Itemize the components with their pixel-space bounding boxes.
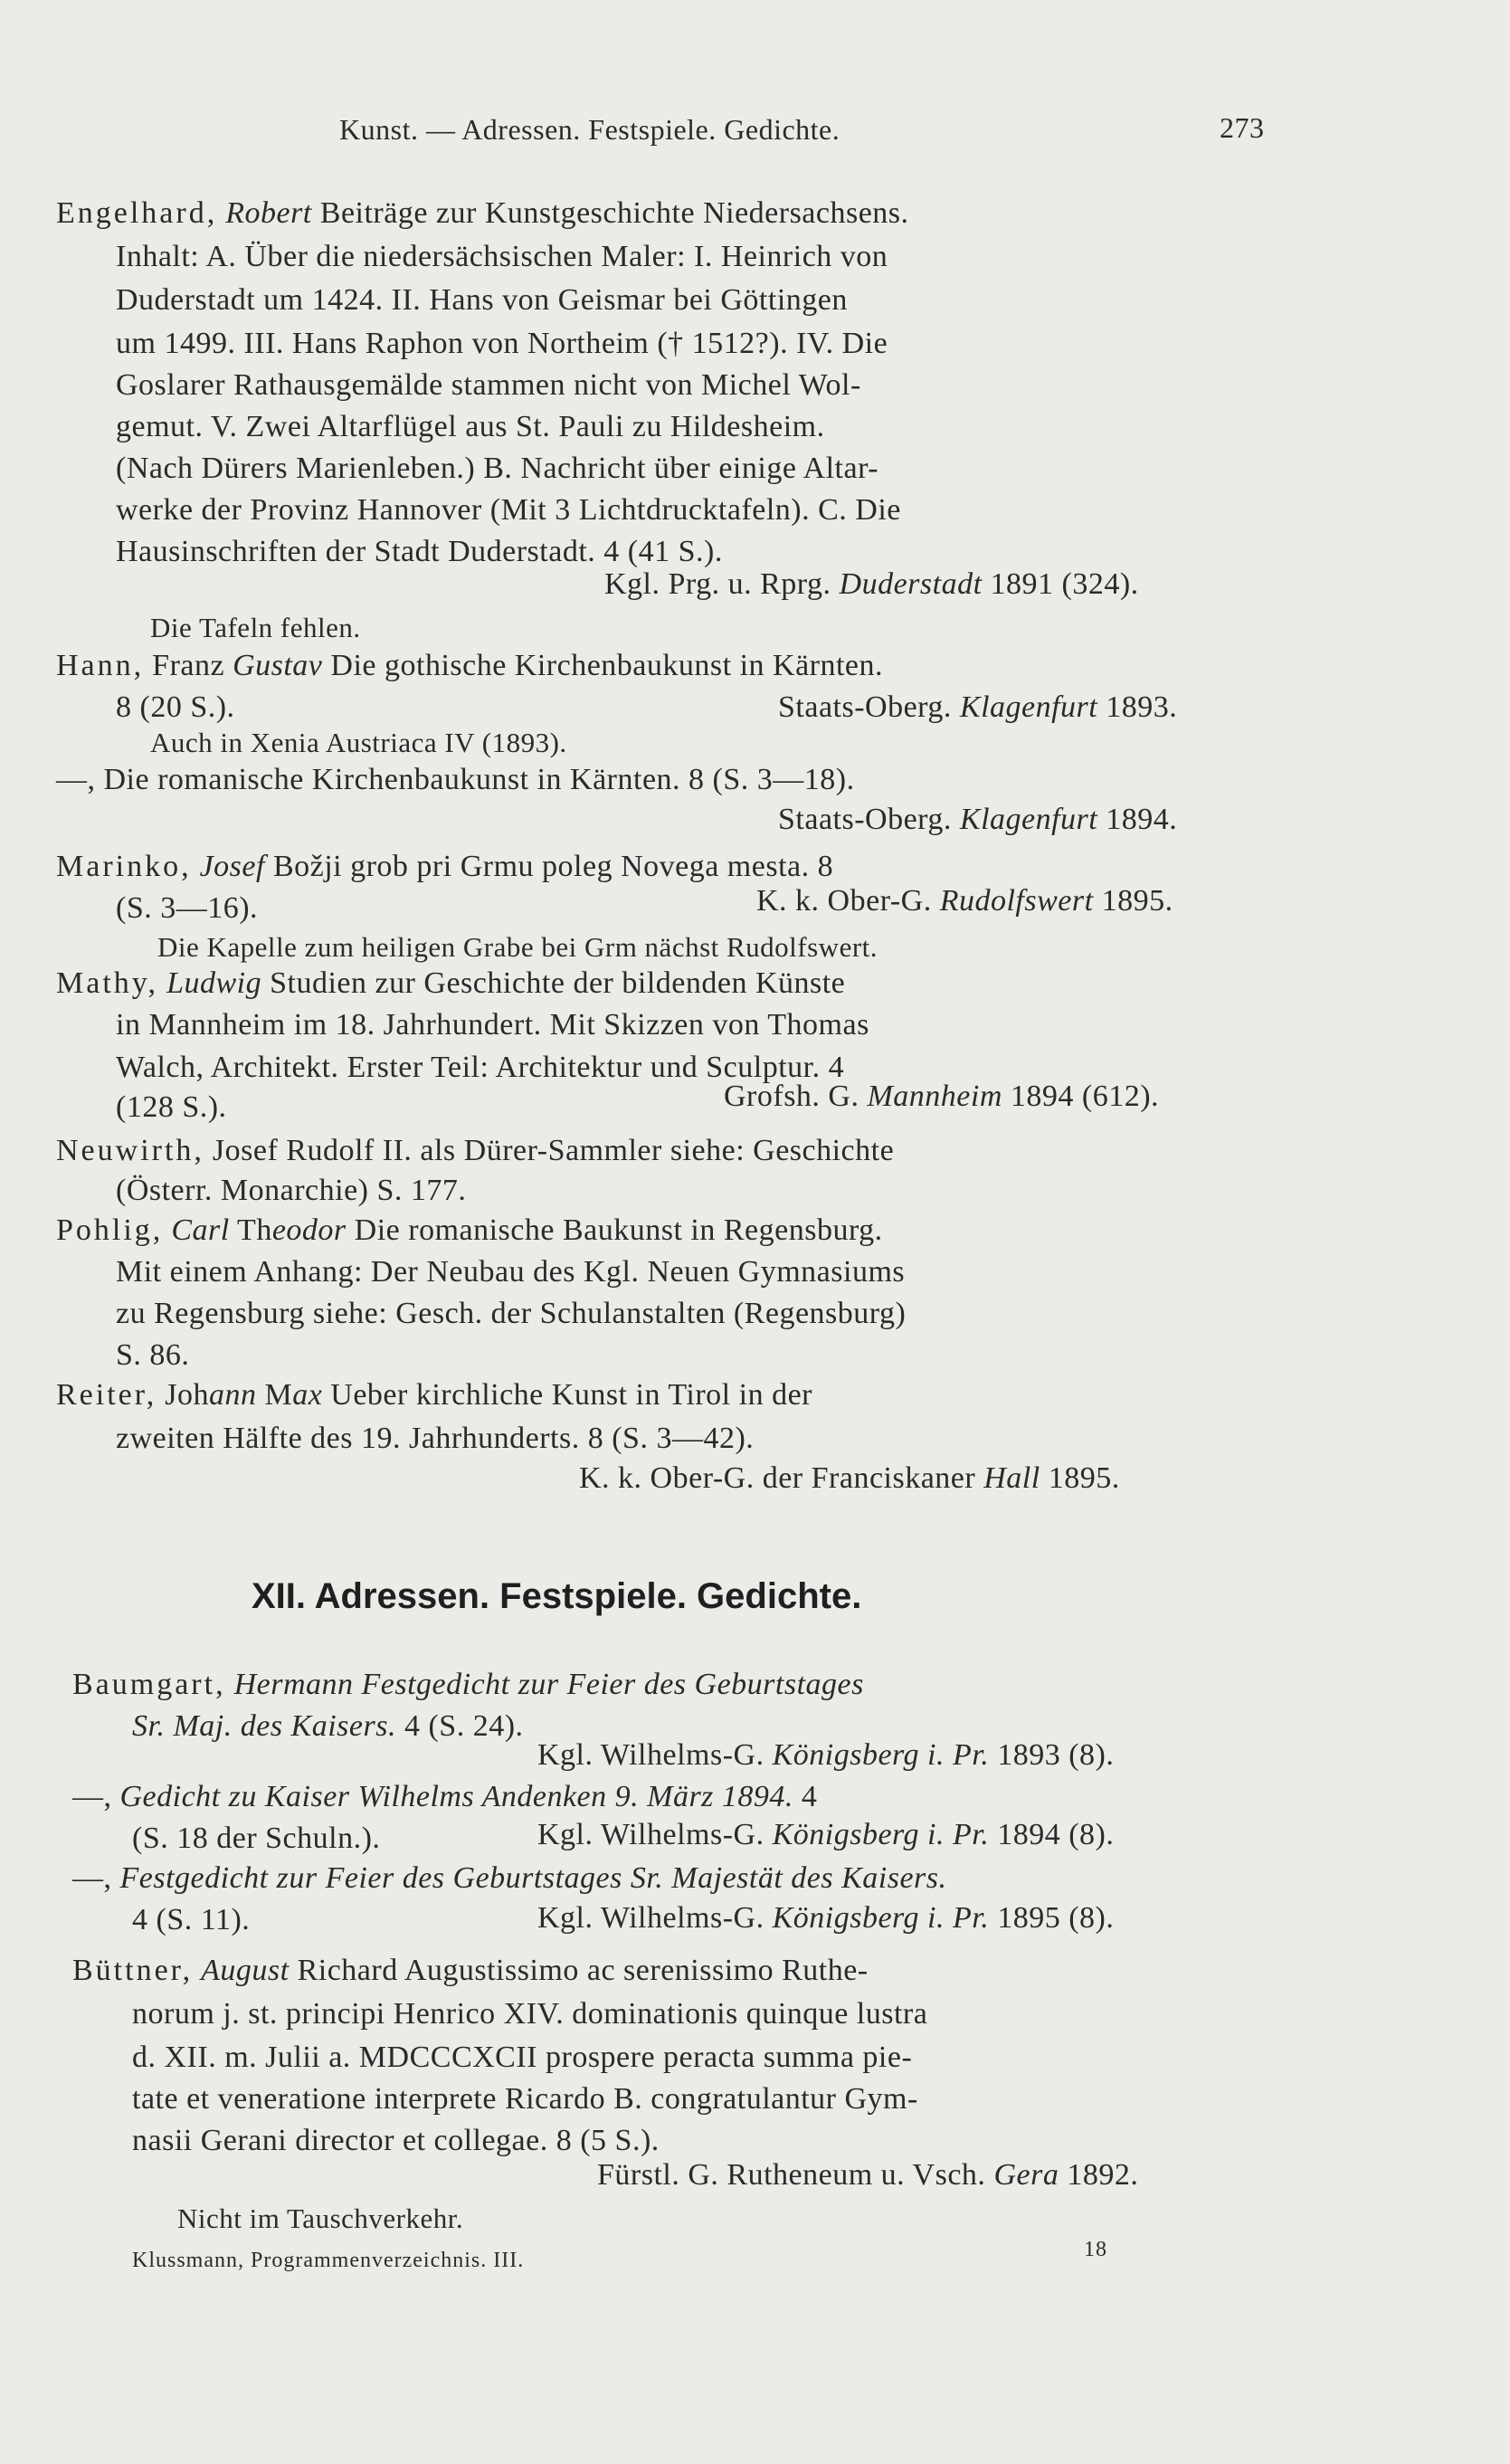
author-given-name: Robert	[225, 196, 312, 230]
entry-line: in Mannheim im 18. Jahrhundert. Mit Skizzen von Thomas	[116, 1008, 869, 1042]
year: 1894 (612).	[1002, 1080, 1160, 1113]
entry-line	[56, 648, 883, 684]
entry-line	[72, 1860, 947, 1897]
entry-publisher-line	[579, 1460, 1120, 1497]
entry-line: Duderstadt um 1424. II. Hans von Geismar bei Göttingen	[116, 283, 848, 317]
page-number: 273	[1220, 111, 1265, 144]
entry-publisher-line	[756, 883, 1173, 919]
entry-line	[56, 966, 845, 1002]
entry-note: Auch in Xenia Austriaca IV (1893).	[150, 727, 567, 758]
year: 1894.	[1097, 803, 1178, 836]
entry-line: (S. 3—16).	[116, 891, 259, 925]
publisher: Staats-Oberg.	[778, 690, 960, 724]
place: Mannheim	[867, 1080, 1002, 1113]
place: Klagenfurt	[959, 690, 1098, 724]
author-given-name: Joh	[157, 1378, 209, 1412]
entry-title: Die romanische Baukunst in Regensburg.	[346, 1213, 883, 1247]
year: 1891 (324).	[982, 567, 1139, 601]
author-given-name: Hermann	[233, 1668, 354, 1701]
entry-title: Josef Rudolf II. als Dürer-Sammler siehe: Geschichte	[204, 1134, 895, 1167]
entry-line: zu Regensburg siehe: Gesch. der Schulanstalten (Regensburg)	[116, 1297, 907, 1330]
entry-title: Richard Augustissimo ac serenissimo Ruthe-	[289, 1954, 869, 1987]
entry-line: gemut. V. Zwei Altarflügel aus St. Pauli zu Hildesheim.	[116, 410, 825, 443]
year: 1895.	[1093, 884, 1173, 918]
entry-publisher-line	[778, 802, 1177, 838]
publisher: Kgl. Prg. u. Rprg.	[604, 567, 840, 601]
running-title: Kunst. — Adressen. Festspiele. Gedichte.	[339, 113, 840, 146]
entry-dash: —,	[72, 1861, 120, 1895]
entry-line: Hausinschriften der Stadt Duderstadt. 4 (41 S.).	[116, 535, 723, 568]
author-middle-name-italic: eodor	[271, 1213, 347, 1247]
entry-line: —, Die romanische Kirchenbaukunst in Kärnten. 8 (S. 3—18).	[56, 763, 855, 796]
place: Rudolfswert	[939, 884, 1094, 918]
place: Duderstadt	[839, 567, 983, 601]
entry-line: (S. 18 der Schuln.).	[132, 1822, 381, 1855]
entry-line: (128 S.).	[116, 1090, 227, 1124]
entry-line	[72, 1953, 869, 1989]
entry-line	[56, 195, 909, 232]
entry-line: S. 86.	[116, 1338, 190, 1372]
publisher: K. k. Ober-G. der Franciskaner	[579, 1461, 984, 1495]
entry-note: Die Tafeln fehlen.	[150, 612, 361, 643]
year: 1895 (8).	[989, 1901, 1115, 1935]
entry-publisher-line	[597, 2157, 1138, 2193]
author-given-name: Ludwig	[166, 966, 262, 1000]
author-surname: Pohlig,	[56, 1213, 164, 1247]
entry-line: (Nach Dürers Marienleben.) B. Nachricht über einige Altar-	[116, 452, 879, 485]
entry-line: norum j. st. principi Henrico XIV. dominationis quinque lustra	[132, 1997, 928, 2031]
entry-line: 4 (S. 11).	[132, 1903, 251, 1936]
entry-title: Beiträge zur Kunstgeschichte Niedersachsens.	[311, 196, 909, 230]
author-surname: Marinko,	[56, 850, 192, 883]
entry-line: Inhalt: A. Über die niedersächsischen Maler: I. Heinrich von	[116, 240, 888, 273]
author-surname: Hann,	[56, 649, 145, 682]
author-surname: Baumgart,	[72, 1668, 226, 1701]
author-middle-name: M	[256, 1378, 293, 1412]
entry-line: (Österr. Monarchie) S. 177.	[116, 1174, 467, 1207]
section-heading: XII. Adressen. Festspiele. Gedichte.	[252, 1576, 862, 1616]
author-surname: Engelhard,	[56, 196, 218, 230]
year: 1894 (8).	[989, 1818, 1115, 1851]
author-given-name: August	[201, 1954, 290, 1987]
entry-line	[132, 1708, 524, 1745]
entry-line: d. XII. m. Julii a. MDCCCXCII prospere peracta summa pie-	[132, 2041, 913, 2074]
entry-line: nasii Gerani director et collegae. 8 (5 S.).	[132, 2124, 660, 2157]
entry-line	[72, 1779, 817, 1815]
publisher: Grofsh. G.	[724, 1080, 868, 1113]
entry-line: zweiten Hälfte des 19. Jahrhunderts. 8 (S. 3—42).	[116, 1422, 755, 1455]
entry-format: 4 (S. 24).	[395, 1709, 524, 1743]
year: 1895.	[1040, 1461, 1120, 1495]
author-surname: Neuwirth,	[56, 1134, 204, 1167]
year: 1893.	[1097, 690, 1178, 724]
footer-sheet-number: 18	[1084, 2238, 1107, 2261]
entry-line: um 1499. III. Hans Raphon von Northeim († 1512?). IV. Die	[116, 327, 888, 360]
entry-line: tate et veneratione interprete Ricardo B. congratulantur Gym-	[132, 2082, 918, 2116]
publisher: Staats-Oberg.	[778, 803, 960, 836]
entry-publisher-line	[537, 1817, 1114, 1853]
place: Klagenfurt	[959, 803, 1098, 836]
entry-line: Mit einem Anhang: Der Neubau des Kgl. Neuen Gymnasiums	[116, 1255, 906, 1289]
author-given-name: Carl	[171, 1213, 230, 1247]
author-surname: Mathy,	[56, 966, 159, 1000]
entry-title: Gedicht zu Kaiser Wilhelms Andenken 9. März 1894.	[119, 1780, 793, 1813]
entry-line	[56, 849, 833, 885]
place: Königsberg i. Pr.	[772, 1818, 990, 1851]
author-given-name-italic: ann	[208, 1378, 257, 1412]
entry-line: Goslarer Rathausgemälde stammen nicht von Michel Wol-	[116, 368, 861, 402]
publisher: Fürstl. G. Rutheneum u. Vsch.	[597, 2158, 994, 2192]
place: Hall	[983, 1461, 1040, 1495]
entry-title: Die gothische Kirchenbaukunst in Kärnten.	[322, 649, 884, 682]
author-middle-name-italic: ax	[292, 1378, 323, 1412]
entry-title: Sr. Maj. des Kaisers.	[132, 1709, 396, 1743]
author-given-name: Josef	[199, 850, 265, 883]
entry-format: 4	[793, 1780, 818, 1813]
publisher: Kgl. Wilhelms-G.	[537, 1818, 773, 1851]
entry-line	[56, 1377, 812, 1413]
year: 1893 (8).	[989, 1738, 1115, 1772]
entry-note: Nicht im Tauschverkehr.	[177, 2202, 464, 2234]
place: Gera	[993, 2158, 1059, 2192]
footer-signature: Klussmann, Programmenverzeichnis. III.	[132, 2249, 525, 2272]
entry-line: werke der Provinz Hannover (Mit 3 Lichtdrucktafeln). C. Die	[116, 493, 901, 527]
publisher: K. k. Ober-G.	[756, 884, 940, 918]
place: Königsberg i. Pr.	[772, 1738, 990, 1772]
year: 1892.	[1059, 2158, 1139, 2192]
entry-publisher-line	[778, 690, 1177, 726]
entry-line	[72, 1667, 864, 1703]
entry-publisher-line	[537, 1900, 1114, 1936]
entry-line: 8 (20 S.).	[116, 690, 235, 724]
author-middle-name: Th	[229, 1213, 272, 1247]
entry-publisher-line	[724, 1079, 1159, 1115]
entry-line	[56, 1213, 883, 1249]
publisher: Kgl. Wilhelms-G.	[537, 1901, 773, 1935]
entry-title: Festgedicht zur Feier des Geburtstages Sr. Majestät des Kaisers.	[119, 1861, 947, 1895]
author-surname: Büttner,	[72, 1954, 194, 1987]
entry-line: Walch, Architekt. Erster Teil: Architektur und Sculptur. 4	[116, 1051, 845, 1084]
author-given-name-italic: Gustav	[233, 649, 323, 682]
publisher: Kgl. Wilhelms-G.	[537, 1738, 773, 1772]
entry-title: Božji grob pri Grmu poleg Novega mesta. 8	[264, 850, 834, 883]
entry-publisher-line	[604, 566, 1139, 603]
entry-note: Die Kapelle zum heiligen Grabe bei Grm nächst Rudolfswert.	[157, 931, 878, 963]
entry-line	[56, 1133, 894, 1169]
entry-title: Ueber kirchliche Kunst in Tirol in der	[322, 1378, 812, 1412]
author-given-name: Franz	[144, 649, 233, 682]
entry-dash: —,	[72, 1780, 120, 1813]
place: Königsberg i. Pr.	[772, 1901, 990, 1935]
author-surname: Reiter,	[56, 1378, 157, 1412]
entry-publisher-line	[537, 1737, 1114, 1774]
entry-title: Studien zur Geschichte der bildenden Künste	[261, 966, 846, 1000]
entry-title: Festgedicht zur Feier des Geburtstages	[353, 1668, 864, 1701]
